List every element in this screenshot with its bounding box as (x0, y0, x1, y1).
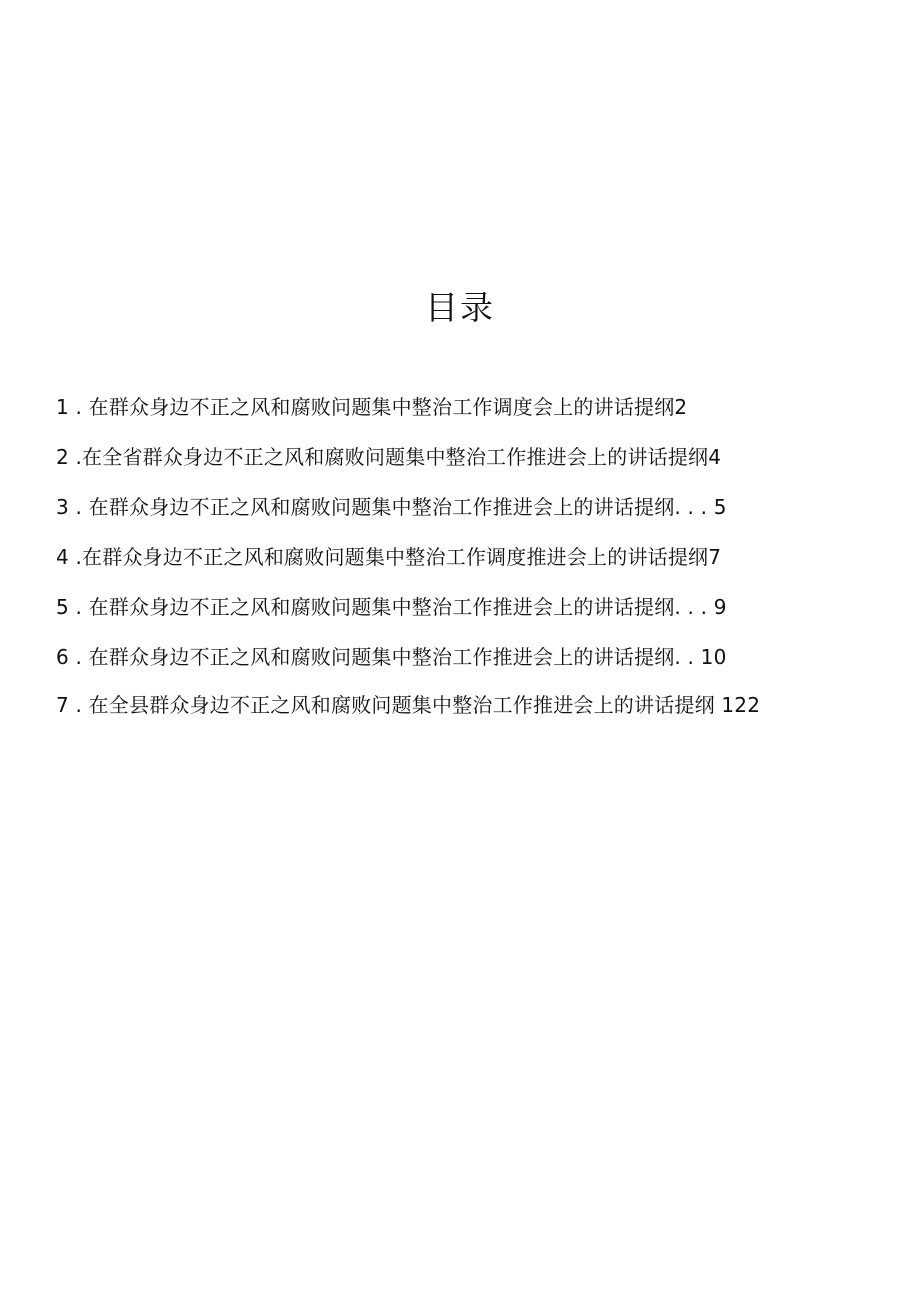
toc-entry-page: 2 (674, 395, 688, 419)
toc-entry-page: 10 (700, 645, 727, 669)
toc-entry-number: 5 (56, 595, 69, 619)
toc-entry-text: . 在群众身边不正之风和腐败问题集中整治工作调度会上的讲话提纲 (68, 395, 675, 419)
toc-entry-text: . 在全县群众身边不正之风和腐败问题集中整治工作推进会上的讲话提纲 (68, 693, 722, 717)
toc-entry-page: 4 (708, 445, 722, 469)
toc-entry-text: . 在群众身边不正之风和腐败问题集中整治工作推进会上的讲话提纲. . (68, 645, 701, 669)
toc-entry-number: 2 (56, 445, 69, 469)
toc-entry-number: 3 (56, 495, 69, 519)
toc-entry-number: 7 (56, 693, 69, 717)
toc-entry[interactable] (56, 690, 862, 720)
toc-entry-text: . 在群众身边不正之风和腐败问题集中整治工作推进会上的讲话提纲. . . (68, 495, 714, 519)
toc-entry-text: . 在群众身边不正之风和腐败问题集中整治工作推进会上的讲话提纲. . . (68, 595, 714, 619)
toc-entry-page: 122 (721, 693, 761, 717)
toc-entry-number: 4 (56, 545, 69, 569)
toc-entry-number: 6 (56, 645, 69, 669)
toc-entry[interactable] (56, 390, 862, 424)
toc-entry[interactable] (56, 490, 862, 524)
toc-entry-page: 5 (713, 495, 727, 519)
toc-entry-text: .在群众身边不正之风和腐败问题集中整治工作调度推进会上的讲话提纲 (68, 545, 709, 569)
toc-entry[interactable] (56, 590, 862, 624)
toc-entry-number: 1 (56, 395, 69, 419)
toc-entry[interactable] (56, 540, 862, 574)
toc-list (56, 390, 862, 736)
toc-title: 目录 (425, 288, 495, 327)
toc-entry-page: 9 (713, 595, 727, 619)
toc-entry-text: .在全省群众身边不正之风和腐败问题集中整治工作推进会上的讲话提纲 (68, 445, 709, 469)
toc-entry[interactable] (56, 440, 862, 474)
toc-entry[interactable] (56, 640, 862, 674)
toc-entry-page: 7 (708, 545, 722, 569)
